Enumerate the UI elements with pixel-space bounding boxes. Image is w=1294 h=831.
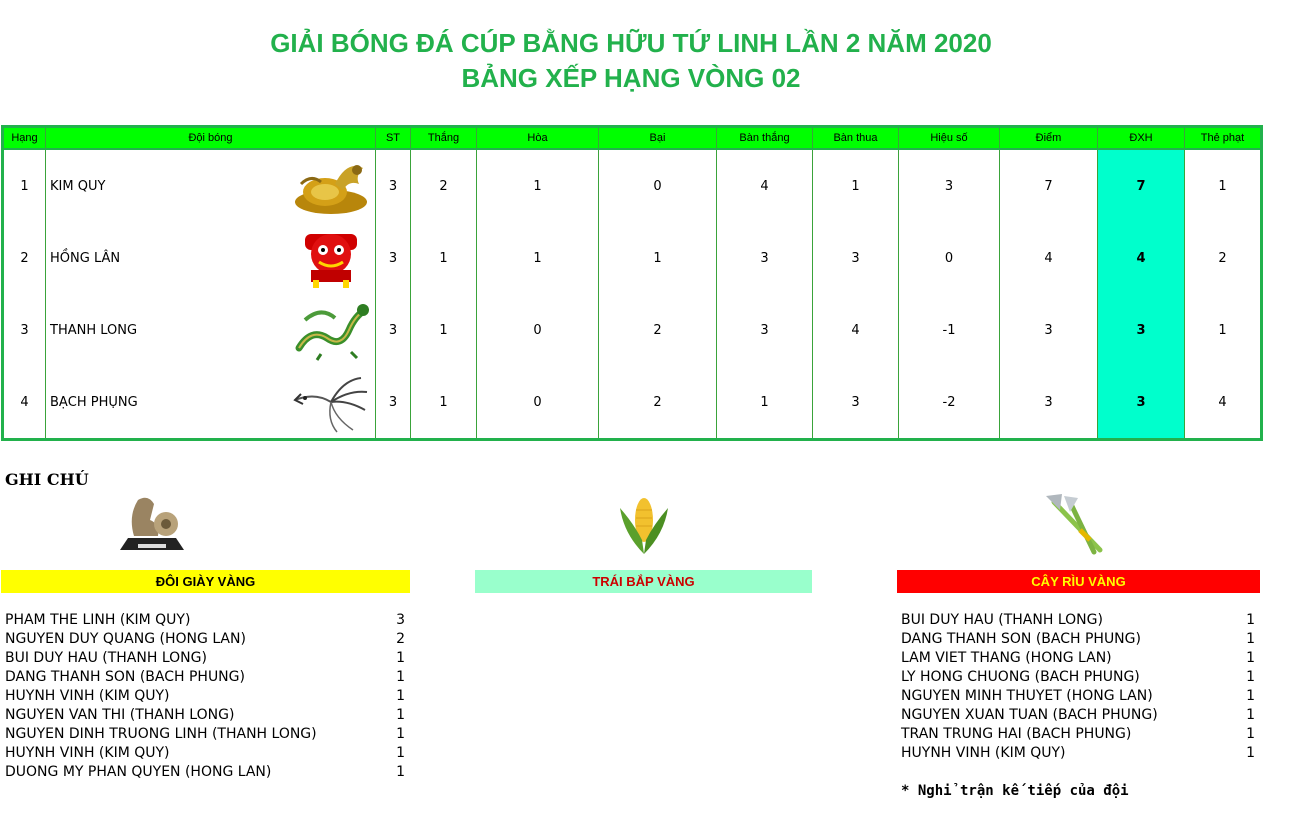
- cards-cell: 2: [1185, 222, 1262, 294]
- suspension-note: * Nghỉ trận kế tiếp của đội: [901, 783, 1129, 799]
- player-count: 1: [1246, 650, 1255, 666]
- list-item: [901, 649, 1255, 668]
- list-item: [5, 630, 405, 649]
- standings-table: [1, 125, 1263, 441]
- cards-cell: 1: [1185, 294, 1262, 366]
- played-cell: 3: [376, 149, 411, 222]
- player-name: NGUYEN MINH THUYET (HONG LAN): [901, 688, 1153, 704]
- list-item: [901, 687, 1255, 706]
- list-item: [901, 668, 1255, 687]
- goals-for-cell: 3: [717, 222, 813, 294]
- wins-cell: 1: [411, 294, 477, 366]
- golden-boot-banner: ĐÔI GIÀY VÀNG: [1, 570, 410, 593]
- player-count: 1: [396, 650, 405, 666]
- header-losses: Bại: [599, 127, 717, 150]
- list-item: [5, 744, 405, 763]
- goals-against-cell: 3: [813, 366, 899, 440]
- header-ranking-points: ĐXH: [1098, 127, 1185, 150]
- player-count: 3: [396, 612, 405, 628]
- goals-for-cell: 3: [717, 294, 813, 366]
- player-count: 1: [396, 726, 405, 742]
- goal-diff-cell: 3: [899, 149, 1000, 222]
- header-points: Điểm: [1000, 127, 1098, 150]
- player-name: PHAM THE LINH (KIM QUY): [5, 612, 191, 628]
- points-cell: 7: [1000, 149, 1098, 222]
- table-row: [3, 149, 1262, 222]
- axe-icon: [1040, 490, 1110, 558]
- list-item: [5, 763, 405, 782]
- played-cell: 3: [376, 294, 411, 366]
- goals-against-cell: 1: [813, 149, 899, 222]
- table-header-row: [3, 127, 1262, 150]
- header-goals-for: Bàn thắng: [717, 127, 813, 150]
- points-cell: 4: [1000, 222, 1098, 294]
- goals-against-cell: 3: [813, 222, 899, 294]
- table-row: [3, 366, 1262, 440]
- golden-axe-banner: CÂY RÌU VÀNG: [897, 570, 1260, 593]
- team-name: BẠCH PHỤNG: [50, 394, 138, 410]
- player-count: 2: [396, 631, 405, 647]
- lion-icon: [291, 226, 371, 290]
- player-name: DANG THANH SON (BACH PHUNG): [901, 631, 1141, 647]
- corn-icon: [614, 490, 674, 558]
- header-goal-diff: Hiệu số: [899, 127, 1000, 150]
- player-name: LAM VIET THANG (HONG LAN): [901, 650, 1112, 666]
- draws-cell: 1: [477, 149, 599, 222]
- list-item: [901, 611, 1255, 630]
- player-count: 1: [1246, 669, 1255, 685]
- dragon-icon: [291, 298, 371, 362]
- team-cell: [46, 366, 376, 440]
- list-item: [5, 668, 405, 687]
- points-cell: 3: [1000, 366, 1098, 440]
- team-name: HỒNG LÂN: [50, 250, 121, 266]
- table-row: [3, 222, 1262, 294]
- phoenix-icon: [291, 370, 371, 434]
- header-draws: Hòa: [477, 127, 599, 150]
- header-wins: Thắng: [411, 127, 477, 150]
- player-name: BUI DUY HAU (THANH LONG): [901, 612, 1103, 628]
- notes-heading: GHI CHÚ: [5, 470, 89, 489]
- goals-against-cell: 4: [813, 294, 899, 366]
- player-name: HUYNH VINH (KIM QUY): [5, 688, 170, 704]
- player-name: NGUYEN DUY QUANG (HONG LAN): [5, 631, 246, 647]
- header-played: ST: [376, 127, 411, 150]
- player-count: 1: [1246, 688, 1255, 704]
- list-item: [901, 630, 1255, 649]
- header-cards: Thẻ phạt: [1185, 127, 1262, 150]
- list-item: [901, 725, 1255, 744]
- player-name: DANG THANH SON (BACH PHUNG): [5, 669, 245, 685]
- list-item: [901, 706, 1255, 725]
- player-count: 1: [396, 669, 405, 685]
- draws-cell: 0: [477, 366, 599, 440]
- rank-cell: 4: [20, 394, 29, 410]
- team-cell: [46, 149, 376, 222]
- draws-cell: 1: [477, 222, 599, 294]
- cards-cell: 1: [1185, 149, 1262, 222]
- team-cell: [46, 294, 376, 366]
- player-count: 1: [1246, 631, 1255, 647]
- losses-cell: 0: [599, 149, 717, 222]
- goal-diff-cell: -2: [899, 366, 1000, 440]
- header-rank: Hạng: [3, 127, 46, 150]
- player-count: 1: [1246, 612, 1255, 628]
- rank-cell: 2: [20, 250, 29, 266]
- ranking-points-cell: 4: [1098, 222, 1185, 294]
- goal-diff-cell: -1: [899, 294, 1000, 366]
- golden-corn-banner: TRÁI BẮP VÀNG: [475, 570, 812, 593]
- header-goals-against: Bàn thua: [813, 127, 899, 150]
- player-name: NGUYEN DINH TRUONG LINH (THANH LONG): [5, 726, 317, 742]
- list-item: [5, 706, 405, 725]
- ranking-points-cell: 3: [1098, 294, 1185, 366]
- cards-cell: 4: [1185, 366, 1262, 440]
- golden-axe-list: [901, 611, 1255, 763]
- wins-cell: 2: [411, 149, 477, 222]
- goal-diff-cell: 0: [899, 222, 1000, 294]
- goals-for-cell: 1: [717, 366, 813, 440]
- player-count: 1: [1246, 707, 1255, 723]
- player-name: NGUYEN XUAN TUAN (BACH PHUNG): [901, 707, 1158, 723]
- player-name: DUONG MY PHAN QUYEN (HONG LAN): [5, 764, 272, 780]
- ranking-points-cell: 7: [1098, 149, 1185, 222]
- team-name: THANH LONG: [50, 322, 138, 338]
- player-count: 1: [1246, 726, 1255, 742]
- wins-cell: 1: [411, 222, 477, 294]
- rank-cell: 3: [20, 322, 29, 338]
- page-subtitle: BẢNG XẾP HẠNG VÒNG 02: [461, 63, 801, 93]
- player-name: HUYNH VINH (KIM QUY): [901, 745, 1066, 761]
- player-count: 1: [396, 745, 405, 761]
- goals-for-cell: 4: [717, 149, 813, 222]
- losses-cell: 2: [599, 294, 717, 366]
- golden-boot-list: [5, 611, 405, 782]
- page-title: GIẢI BÓNG ĐÁ CÚP BẰNG HỮU TỨ LINH LẦN 2 NĂM 2020: [270, 28, 992, 58]
- rank-cell: 1: [20, 178, 29, 194]
- team-name: KIM QUY: [50, 178, 106, 194]
- played-cell: 3: [376, 366, 411, 440]
- golden-boot-trophy-icon: [114, 490, 190, 558]
- player-count: 1: [396, 707, 405, 723]
- points-cell: 3: [1000, 294, 1098, 366]
- ranking-points-cell: 3: [1098, 366, 1185, 440]
- table-row: [3, 294, 1262, 366]
- player-count: 1: [396, 688, 405, 704]
- player-name: LY HONG CHUONG (BACH PHUNG): [901, 669, 1140, 685]
- player-count: 1: [396, 764, 405, 780]
- list-item: [5, 649, 405, 668]
- player-count: 1: [1246, 745, 1255, 761]
- player-name: TRAN TRUNG HAI (BACH PHUNG): [901, 726, 1132, 742]
- list-item: [5, 611, 405, 630]
- player-name: NGUYEN VAN THI (THANH LONG): [5, 707, 235, 723]
- list-item: [5, 725, 405, 744]
- player-name: HUYNH VINH (KIM QUY): [5, 745, 170, 761]
- turtle-dragon-icon: [291, 154, 371, 218]
- played-cell: 3: [376, 222, 411, 294]
- losses-cell: 1: [599, 222, 717, 294]
- wins-cell: 1: [411, 366, 477, 440]
- team-cell: [46, 222, 376, 294]
- list-item: [901, 744, 1255, 763]
- draws-cell: 0: [477, 294, 599, 366]
- list-item: [5, 687, 405, 706]
- losses-cell: 2: [599, 366, 717, 440]
- player-name: BUI DUY HAU (THANH LONG): [5, 650, 207, 666]
- header-team: Đội bóng: [46, 127, 376, 150]
